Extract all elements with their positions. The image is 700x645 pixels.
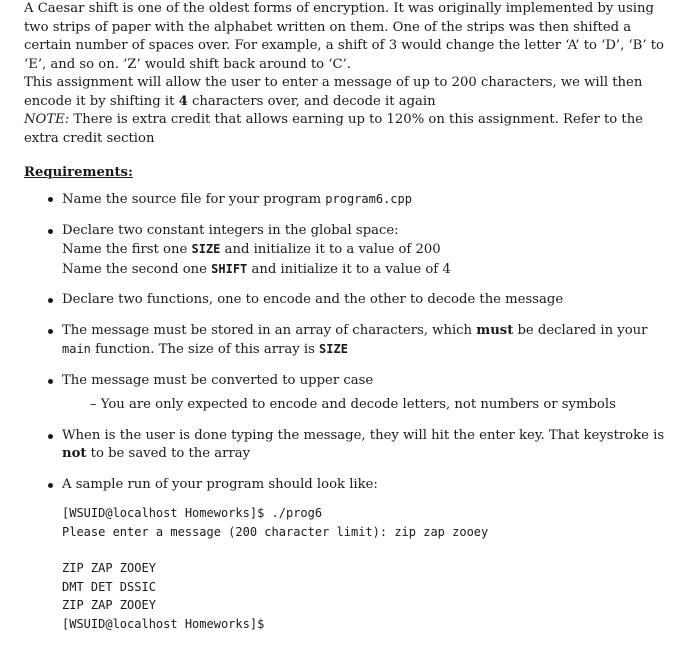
- req6-b: to be saved to the array: [86, 446, 251, 461]
- source-filename: program6.cpp: [325, 192, 412, 206]
- req3-text: Declare two functions, one to encode and the other to decode the message: [62, 292, 564, 307]
- requirement-item: [24, 372, 674, 415]
- req2-line2: [62, 240, 674, 260]
- size-const-ref: SIZE: [319, 342, 348, 356]
- note-text: There is extra credit that allows earning up to 120% on this assignment. Refer to the extra credit section: [24, 112, 643, 146]
- bullet-icon: [48, 197, 53, 202]
- requirements-heading: Requirements:: [24, 165, 133, 180]
- shift-const: SHIFT: [211, 261, 248, 276]
- intro-section: [24, 0, 674, 148]
- requirement-item: [24, 322, 674, 360]
- req7-text: A sample run of your program should look like:: [62, 476, 378, 492]
- req2-line3: [62, 260, 674, 280]
- sample-line: DMT DET DSSIC: [62, 579, 156, 594]
- sample-line: ZIP ZAP ZOOEY: [62, 561, 156, 575]
- req6-a: When is the user is done typing the message, they will hit the enter key. That keystroke is: [62, 427, 665, 443]
- req4-c: function. The size of this array is: [90, 342, 320, 357]
- bullet-icon: [48, 379, 53, 384]
- main-keyword: main: [62, 342, 91, 356]
- requirement-item: [24, 222, 674, 280]
- bullet-icon: [48, 434, 53, 439]
- bullet-icon: [48, 483, 53, 488]
- sample-run-block: [62, 504, 674, 633]
- requirement-item: [24, 427, 674, 464]
- assignment-document: [24, 0, 674, 645]
- sample-blank-line: [62, 541, 674, 559]
- req5-subitem: – You are only expected to encode and decode letters, not numbers or symbols: [90, 397, 616, 412]
- requirements-list: [24, 190, 674, 633]
- intro-assignment-paragraph: [24, 74, 674, 111]
- shift-value: 4: [178, 93, 188, 109]
- intro-text-b: characters over, and decode it again: [187, 93, 436, 109]
- bullet-icon: [48, 329, 53, 334]
- req2-line1: Declare two constant integers in the global space:: [62, 222, 399, 238]
- bullet-icon: [48, 298, 53, 303]
- note-label: NOTE:: [24, 112, 70, 127]
- sample-line: [WSUID@localhost Homeworks]$ ./prog6: [62, 506, 323, 520]
- req5-text: The message must be converted to upper case: [62, 372, 374, 388]
- requirement-item: [24, 476, 674, 634]
- req2-line3-b: and initialize it to a value of 4: [247, 261, 451, 277]
- requirement-item: [24, 291, 674, 310]
- must-emphasis: must: [476, 322, 514, 338]
- req1-text: Name the source file for your program: [62, 192, 326, 207]
- sample-line: Please enter a message (200 character limit): zip zap zooey: [62, 524, 489, 539]
- requirement-item: [24, 190, 674, 210]
- intro-text-a: This assignment will allow the user to enter a message of up to 200 characters, we will then encode it by shifting it: [24, 75, 643, 109]
- req2-line2-b: and initialize it to a value of 200: [220, 242, 441, 257]
- req4-a: The message must be stored in an array of characters, which: [62, 322, 477, 338]
- req2-line2-a: Name the first one: [62, 242, 192, 257]
- bullet-icon: [48, 229, 53, 234]
- intro-paragraph: A Caesar shift is one of the oldest forms of encryption. It was originally implemented by using two strips of paper with the alphabet written on them. One of the strips was then shifted a certain number of spaces over. For example, a shift of 3 would change the letter ‘A’ to ‘D’, ‘B’ to ‘E’, and so on. ‘Z’ would shift back around to ‘C’.: [24, 1, 664, 72]
- note-paragraph: [24, 111, 674, 148]
- req2-line3-a: Name the second one: [62, 261, 212, 277]
- sample-line: ZIP ZAP ZOOEY: [62, 598, 156, 612]
- size-const: SIZE: [191, 242, 221, 256]
- sample-line: [WSUID@localhost Homeworks]$: [62, 616, 265, 631]
- not-emphasis: not: [62, 446, 87, 461]
- req4-b: be declared in your: [513, 322, 648, 338]
